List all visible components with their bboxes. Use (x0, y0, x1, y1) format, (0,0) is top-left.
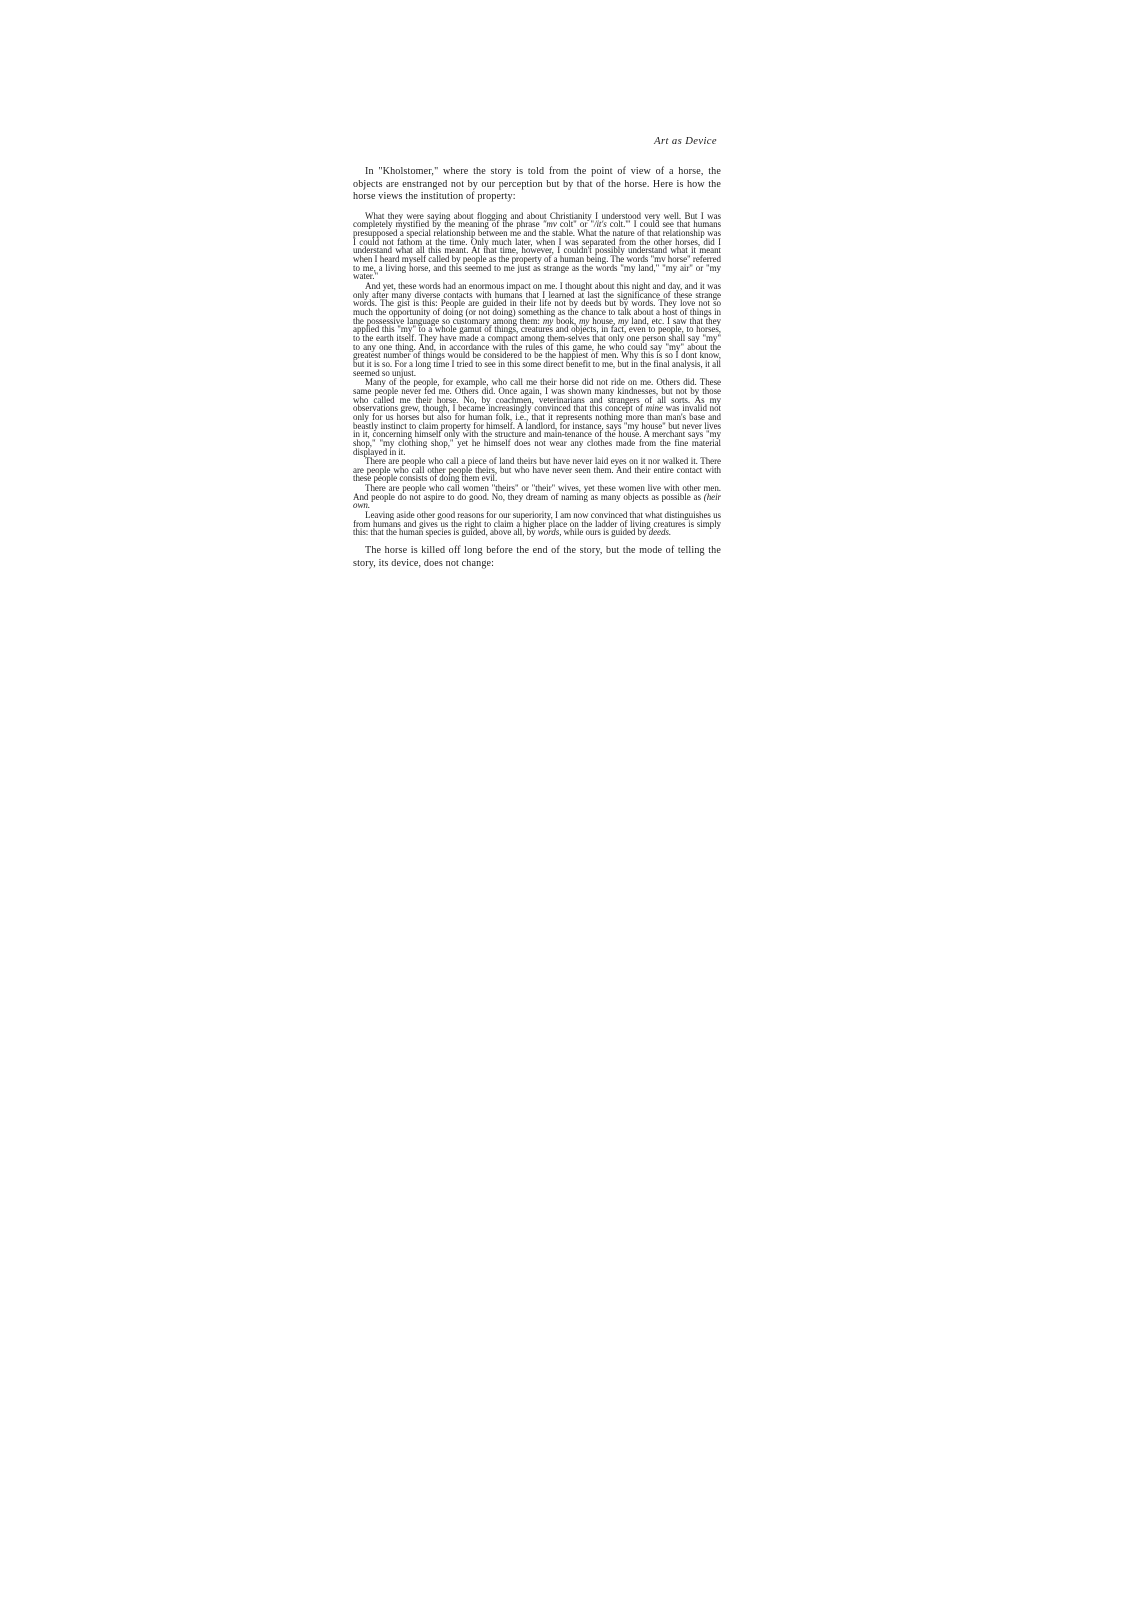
quote-paragraph (353, 511, 721, 537)
text-run: house, (589, 315, 619, 326)
text-run: What they were saying about flogging and about Christianity I understood very well. But I was completely mystified by the meaning of the phrase (353, 210, 721, 230)
italic-run: my (578, 315, 590, 326)
italic-run: "mv (542, 219, 557, 230)
quote-paragraph (353, 457, 721, 483)
text-run: There are people who call women "theirs" or "their" wives, yet these women live with other men. And people do not aspire to do good. No, they dream of naming as many objects as possible as (353, 483, 721, 502)
italic-run: deeds. (648, 527, 672, 538)
block-quote (353, 212, 721, 537)
italic-run: my (618, 315, 629, 326)
italic-run: /it's (594, 219, 607, 230)
text-run: And yet, these words had an enormous impact on me. I thought about this night and day, and it was only after many diverse contacts with humans that I learned at last the significance of these strange words. The gist is this: People are guided in their life not by deeds but by words. They love not so much the opportunity of doing (or not doing) something as the chance to talk about a host of things in the possessive language so customary among them: (353, 281, 721, 326)
text-run: Leaving aside other good reasons for our superiority, I am now convinced that what distinguishes us from humans and gives us the right to claim a higher place on the ladder of living creatures is simply this: that the human species is guided, above all, by (353, 510, 721, 538)
closing-paragraph (353, 545, 721, 570)
text-run: was invalid not only for us horses but also for human folk, i.e., that it represents nothing more than man's base and beastly instinct to claim property for himself. A landlord, for instance, says "my house" but never lives in it, concerning himself only with the structure and main-tenance of the house. A merchant says "my shop," "my clothing shop," yet he himself does not wear any clothes made from the fine material displayed in it. (353, 403, 721, 457)
text-run: Many of the people, for example, who call me their horse did not ride on me. Others did. These same people never fed me. Others did. Once again, I was shown many kindnesses, but not by those who called me their horse. No, by coachmen, veterinarians and strangers of all sorts. As my observations grew, though, I became increasingly convinced that this concept of (353, 377, 721, 414)
italic-run: words, (537, 527, 562, 538)
text-run: colt" or " (556, 219, 594, 230)
intro-text: In "Kholstomer," where the story is told from the point of view of a horse, the objects are enstranged not by our perception but by that of the horse. Here is how the horse views the institution of property: (353, 166, 721, 203)
quote-paragraph (353, 378, 721, 456)
quote-paragraph (353, 282, 721, 377)
text-run: There are people who call a piece of land theirs but have never laid eyes on it nor walked it. There are people who call other people theirs, but who have never seen them. And their entire contact with these people consists of doing them evil. (353, 456, 721, 484)
page-content (353, 136, 721, 570)
text-run: colt."' I could see that humans presupposed a special relationship between me and the stable. What the nature of that relationship was I could not fathom at the time. Only much later, when I was separated from the other horses, did I understand what all this meant. At that time, however, I couldn't possibly understand what it meant when I heard myself called by people as the property of a human being. The words "mv horse" referred to me, a living horse, and this seemed to me just as strange as the words "my land," "my air" or "my water." (353, 219, 721, 282)
italic-run: (heir own. (353, 491, 721, 511)
text-run: while ours is guided by (561, 527, 649, 538)
closing-text: The horse is killed off long before the end of the story, but the mode of telling the story, its device, does not change: (353, 545, 721, 569)
quote-paragraph (353, 484, 721, 510)
text-run: book, (553, 315, 579, 326)
text-run: land, etc. I saw that they applied this "my" to a whole gamut of things, creatures and objects, in fact, even to people, to horses, to the earth itself. They have made a compact among them-selves that only one person shall say "my" to any one thing. And, in accordance with the rules of this game, he who could say "my" about the greatest number of things would be considered to be the happiest of men. Why this is so I dont know, but it is so. For a long time I tried to see in this some direct benefit to me, but in the final analysis, it all seemed so unjust. (353, 315, 721, 378)
running-head: Art as Device (654, 136, 717, 147)
quote-paragraph (353, 212, 721, 281)
intro-paragraph (353, 166, 721, 204)
italic-run: my (542, 315, 554, 326)
italic-run: mine (645, 403, 663, 414)
